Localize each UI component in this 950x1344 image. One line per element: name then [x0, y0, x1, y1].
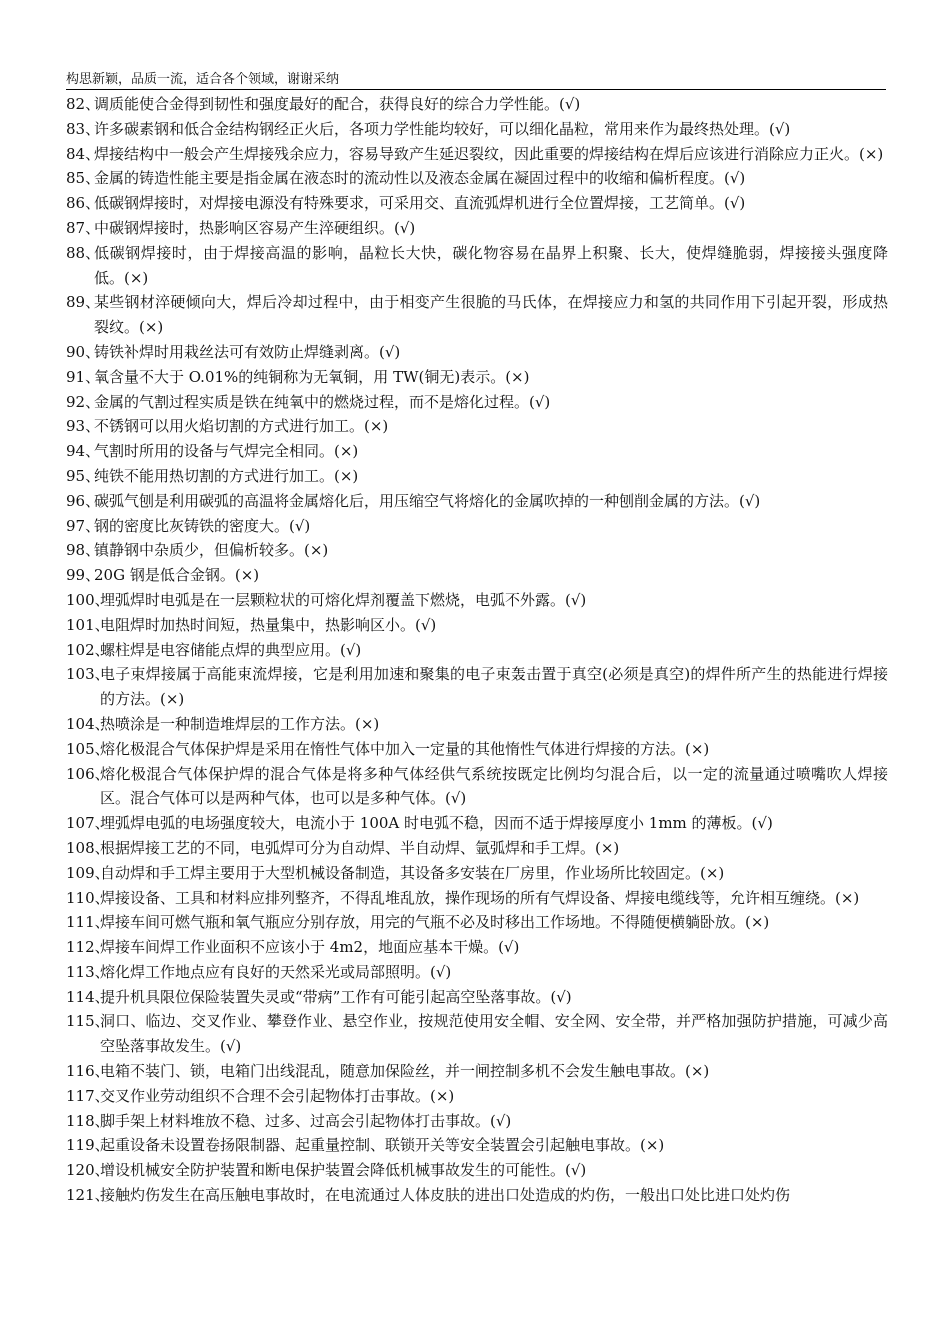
item-number: 86、 — [66, 194, 101, 213]
item-number: 104、 — [66, 714, 110, 733]
question-list — [66, 92, 888, 1208]
item-text: 纯铁不能用热切割的方式进行加工。(×) — [94, 466, 359, 485]
item-text: 螺柱焊是电容储能点焊的典型应用。(√) — [100, 640, 362, 659]
list-item — [66, 1009, 888, 1059]
page-header: 构思新颖，品质一流，适合各个领域，谢谢采纳 — [66, 72, 340, 87]
list-item — [66, 861, 888, 886]
list-item — [66, 390, 888, 415]
item-number: 82、 — [66, 95, 101, 113]
item-text: 增设机械安全防护装置和断电保护装置会降低机械事故发生的可能性。(√) — [100, 1161, 587, 1180]
list-item — [66, 960, 888, 985]
list-item — [66, 241, 888, 291]
list-item — [66, 588, 888, 613]
item-text: 自动焊和手工焊主要用于大型机械设备制造，其设备多安装在厂房里，作业场所比较固定。(×) — [100, 863, 725, 882]
item-number: 118、 — [66, 1111, 110, 1130]
item-text: 低碳钢焊接时，对焊接电源没有特殊要求，可采用交、直流弧焊机进行全位置焊接，工艺简单。(√) — [94, 194, 746, 213]
item-number: 99、 — [66, 566, 101, 585]
item-text: 电箱不装门、锁，电箱门出线混乱，随意加保险丝，并一闸控制多机不会发生触电事故。(×) — [100, 1062, 710, 1081]
item-text: 熔化焊工作地点应有良好的天然采光或局部照明。(√) — [100, 962, 452, 981]
list-item — [66, 712, 888, 737]
item-text: 调质能使合金得到韧性和强度最好的配合，获得良好的综合力学性能。(√) — [94, 95, 581, 113]
item-text: 埋弧焊电弧的电场强度较大，电流小于 100A 时电弧不稳，因而不适于焊接厚度小 1mm 的薄板。(√) — [100, 814, 773, 833]
list-item — [66, 365, 888, 390]
list-item — [66, 1109, 888, 1134]
item-number: 94、 — [66, 442, 101, 461]
item-text: 电阻焊时加热时间短，热量集中，热影响区小。(√) — [100, 615, 437, 634]
item-text: 金属的铸造性能主要是指金属在液态时的流动性以及液态金属在凝固过程中的收缩和偏析程度。(√) — [94, 169, 746, 188]
list-item — [66, 92, 888, 117]
list-item — [66, 191, 888, 216]
item-number: 105、 — [66, 739, 110, 758]
item-text: 碳弧气刨是利用碳弧的高温将金属熔化后，用压缩空气将熔化的金属吹掉的一种刨削金属的方法。(√) — [94, 491, 761, 510]
item-text: 根据焊接工艺的不同，电弧焊可分为自动焊、半自动焊、氩弧焊和手工焊。(×) — [100, 838, 620, 857]
list-item — [66, 1133, 888, 1158]
item-text: 接触灼伤发生在高压触电事故时，在电流通过人体皮肤的进出口处造成的灼伤，一般出口处比进口处灼伤 — [100, 1186, 791, 1205]
item-text: 焊接结构中一般会产生焊接残余应力，容易导致产生延迟裂纹，因此重要的焊接结构在焊后应该进行消除应力正火。(×) — [94, 144, 884, 163]
item-number: 101、 — [66, 615, 110, 634]
item-number: 103、 — [66, 665, 110, 684]
item-text: 铸铁补焊时用栽丝法可有效防止焊缝剥离。(√) — [94, 342, 401, 361]
list-item — [66, 613, 888, 638]
item-number: 107、 — [66, 814, 110, 833]
list-item — [66, 489, 888, 514]
item-text: 许多碳素钢和低合金结构钢经正火后，各项力学性能均较好，可以细化晶粒，常用来作为最终热处理。(√) — [94, 119, 791, 138]
item-number: 92、 — [66, 392, 101, 411]
item-number: 83、 — [66, 119, 101, 138]
item-number: 108、 — [66, 838, 110, 857]
list-item — [66, 886, 888, 911]
list-item — [66, 563, 888, 588]
item-text: 提升机具限位保险装置失灵或“带病”工作有可能引起高空坠落事故。(√) — [100, 987, 572, 1006]
item-number: 110、 — [66, 888, 110, 907]
list-item — [66, 935, 888, 960]
item-number: 88、 — [66, 243, 101, 262]
item-text: 洞口、临边、交叉作业、攀登作业、悬空作业，按规范使用安全帽、安全网、安全带，并严格加强防护措施，可减少高空坠落事故发生。(√) — [100, 1012, 888, 1056]
item-text: 20G 钢是低合金钢。(×) — [94, 566, 260, 585]
item-number: 89、 — [66, 293, 101, 312]
item-number: 114、 — [66, 987, 110, 1006]
item-text: 埋弧焊时电弧是在一层颗粒状的可熔化焊剂覆盖下燃烧，电弧不外露。(√) — [100, 590, 587, 609]
item-number: 117、 — [66, 1086, 110, 1105]
item-number: 93、 — [66, 417, 101, 436]
item-number: 106、 — [66, 764, 110, 783]
header-rule — [66, 89, 886, 90]
item-number: 111、 — [66, 913, 110, 932]
item-text: 气割时所用的设备与气焊完全相同。(×) — [94, 442, 359, 461]
item-text: 熔化极混合气体保护焊的混合气体是将多种气体经供气系统按既定比例均匀混合后，以一定的流量通过喷嘴吹人焊接区。混合气体可以是两种气体，也可以是多种气体。(√) — [100, 764, 888, 808]
item-number: 102、 — [66, 640, 110, 659]
item-text: 热喷涂是一种制造堆焊层的工作方法。(×) — [100, 714, 380, 733]
list-item — [66, 638, 888, 663]
list-item — [66, 836, 888, 861]
item-text: 中碳钢焊接时，热影响区容易产生淬硬组织。(√) — [94, 218, 416, 237]
item-number: 84、 — [66, 144, 101, 163]
item-number: 95、 — [66, 466, 101, 485]
item-number: 113、 — [66, 962, 110, 981]
item-number: 100、 — [66, 590, 110, 609]
list-item — [66, 340, 888, 365]
item-text: 低碳钢焊接时，由于焊接高温的影响，晶粒长大快，碳化物容易在晶界上积聚、长大，使焊缝脆弱，焊接接头强度降低。(×) — [94, 243, 888, 287]
list-item — [66, 464, 888, 489]
item-number: 87、 — [66, 218, 101, 237]
list-item — [66, 117, 888, 142]
item-number: 98、 — [66, 541, 101, 560]
item-number: 116、 — [66, 1062, 110, 1081]
item-text: 焊接车间可燃气瓶和氧气瓶应分别存放，用完的气瓶不必及时移出工作场地。不得随便横躺卧放。(×) — [100, 913, 770, 932]
list-item — [66, 142, 888, 167]
item-text: 氧含量不大于 O.01%的纯铜称为无氧铜，用 TW(铜无)表示。(×) — [94, 367, 530, 386]
list-item — [66, 216, 888, 241]
item-number: 90、 — [66, 342, 101, 361]
item-number: 109、 — [66, 863, 110, 882]
list-item — [66, 166, 888, 191]
item-text: 交叉作业劳动组织不合理不会引起物体打击事故。(×) — [100, 1086, 455, 1105]
list-item — [66, 910, 888, 935]
item-number: 97、 — [66, 516, 101, 535]
item-number: 121、 — [66, 1186, 110, 1205]
item-number: 85、 — [66, 169, 101, 188]
list-item — [66, 414, 888, 439]
item-text: 不锈钢可以用火焰切割的方式进行加工。(×) — [94, 417, 389, 436]
item-text: 某些钢材淬硬倾向大，焊后冷却过程中，由于相变产生很脆的马氏体，在焊接应力和氢的共同作用下引起开裂，形成热裂纹。(×) — [94, 293, 888, 337]
item-number: 112、 — [66, 938, 110, 957]
item-number: 91、 — [66, 367, 101, 386]
item-text: 焊接设备、工具和材料应排列整齐，不得乱堆乱放，操作现场的所有气焊设备、焊接电缆线等，允许相互缠绕。(×) — [100, 888, 860, 907]
list-item — [66, 1084, 888, 1109]
item-text: 脚手架上材料堆放不稳、过多、过高会引起物体打击事故。(√) — [100, 1111, 512, 1130]
list-item — [66, 514, 888, 539]
list-item — [66, 538, 888, 563]
list-item — [66, 439, 888, 464]
item-text: 镇静钢中杂质少，但偏析较多。(×) — [94, 541, 329, 560]
list-item — [66, 985, 888, 1010]
item-number: 96、 — [66, 491, 101, 510]
list-item — [66, 290, 888, 340]
list-item — [66, 811, 888, 836]
item-text: 钢的密度比灰铸铁的密度大。(√) — [94, 516, 311, 535]
item-number: 120、 — [66, 1161, 110, 1180]
list-item — [66, 1183, 888, 1208]
item-text: 焊接车间焊工作业面积不应该小于 4m2，地面应基本干燥。(√) — [100, 938, 520, 957]
list-item — [66, 737, 888, 762]
item-text: 熔化极混合气体保护焊是采用在惰性气体中加入一定量的其他惰性气体进行焊接的方法。(×) — [100, 739, 710, 758]
item-text: 金属的气割过程实质是铁在纯氧中的燃烧过程，而不是熔化过程。(√) — [94, 392, 551, 411]
item-number: 119、 — [66, 1136, 110, 1155]
item-text: 起重设备未设置卷扬限制器、起重量控制、联锁开关等安全装置会引起触电事故。(×) — [100, 1136, 665, 1155]
list-item — [66, 1158, 888, 1183]
list-item — [66, 1059, 888, 1084]
list-item — [66, 662, 888, 712]
item-text: 电子束焊接属于高能束流焊接，它是利用加速和聚集的电子束轰击置于真空(必须是真空)的焊件所产生的热能进行焊接的方法。(×) — [100, 665, 888, 709]
list-item — [66, 762, 888, 812]
item-number: 115、 — [66, 1012, 110, 1031]
